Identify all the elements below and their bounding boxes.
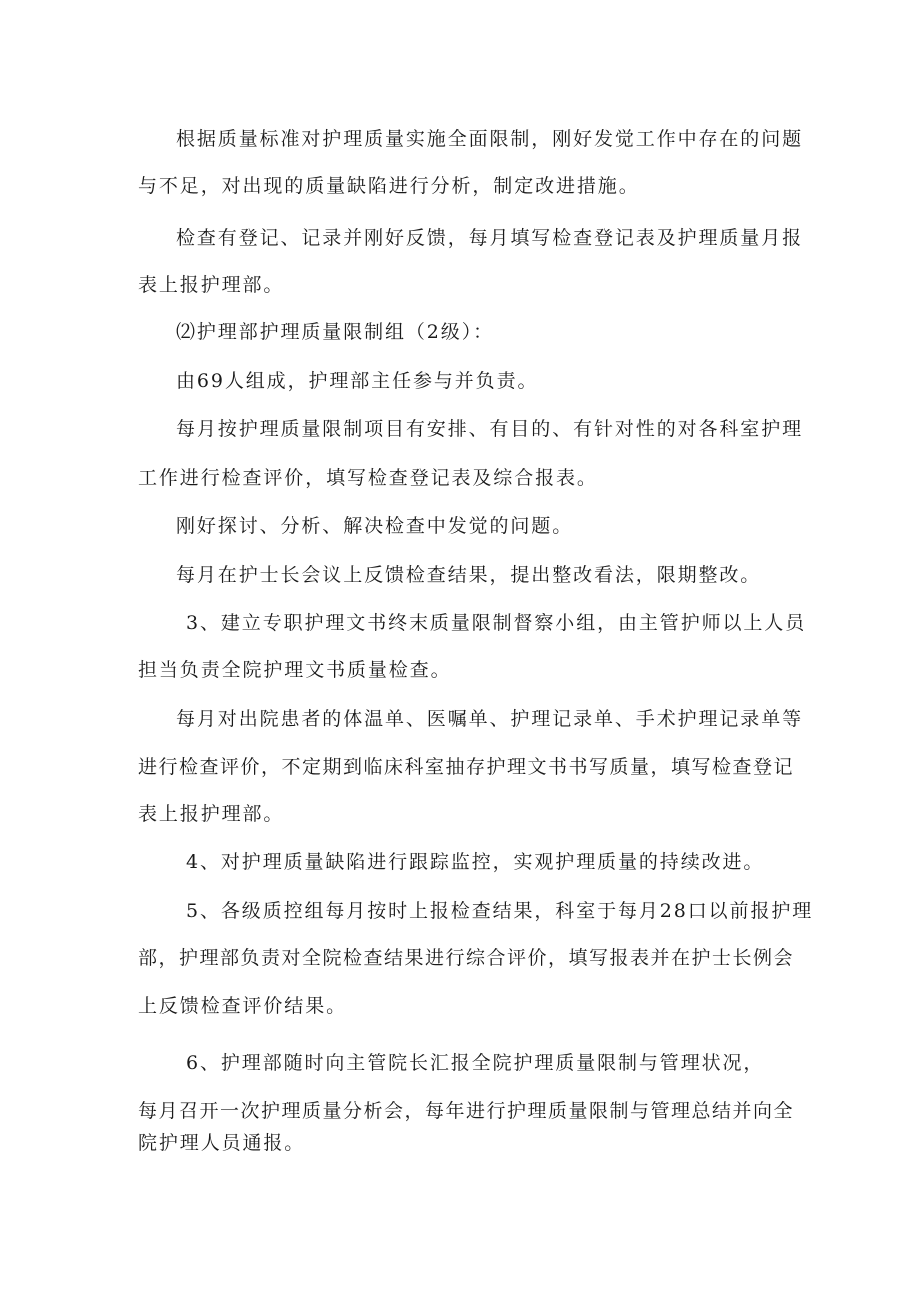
text-line: 工作进行检查评价，填写检查登记表及综合报表。 [138,467,598,489]
text-line: 刚好探讨、分析、解决检查中发觉的问题。 [176,515,574,537]
text-line: 3、建立专职护理文书终末质量限制督察小组，由主管护师以上人员 [186,612,807,634]
text-line: 与不足，对出现的质量缺陷进行分析，制定改进措施。 [138,175,640,197]
text-line: ⑵护理部护理质量限制组（2级）： [176,321,494,343]
text-line: 根据质量标准对护理质量实施全面限制，刚好发觉工作中存在的问题 [176,128,804,150]
text-line: 部，护理部负责对全院检查结果进行综合评价，填写报表并在护士长例会 [138,947,795,969]
text-line: 表上报护理部。 [138,803,285,825]
text-line: 6、护理部随时向主管院长汇报全院护理质量限制与管理状况， [186,1052,765,1074]
text-line: 表上报护理部。 [138,274,285,296]
text-line: 上反馈检查评价结果。 [138,995,348,1017]
text-line: 检查有登记、记录并刚好反馈，每月填写检查登记表及护理质量月报 [176,227,804,249]
text-line: 5、各级质控组每月按时上报检查结果，科室于每月28口以前报护理 [186,900,814,922]
text-line: 每月按护理质量限制项目有安排、有目的、有针对性的对各科室护理 [176,418,804,440]
text-line: 进行检查评价，不定期到临床科室抽存护理文书书写质量，填写检查登记 [138,756,795,778]
text-line: 每月召开一次护理质量分析会，每年进行护理质量限制与管理总结并向全 [138,1100,795,1122]
text-line: 担当负责全院护理文书质量检查。 [138,659,452,681]
text-line: 每月在护士长会议上反馈检查结果，提出整改看法，限期整改。 [176,564,762,586]
text-line: 每月对出院患者的体温单、医嘱单、护理记录单、手术护理记录单等 [176,708,804,730]
text-line: 4、对护理质量缺陷进行跟踪监控，实观护理质量的持续改进。 [186,851,765,873]
text-line: 由69人组成，护理部主任参与并负责。 [176,370,539,392]
text-line: 院护理人员通报。 [138,1132,306,1154]
